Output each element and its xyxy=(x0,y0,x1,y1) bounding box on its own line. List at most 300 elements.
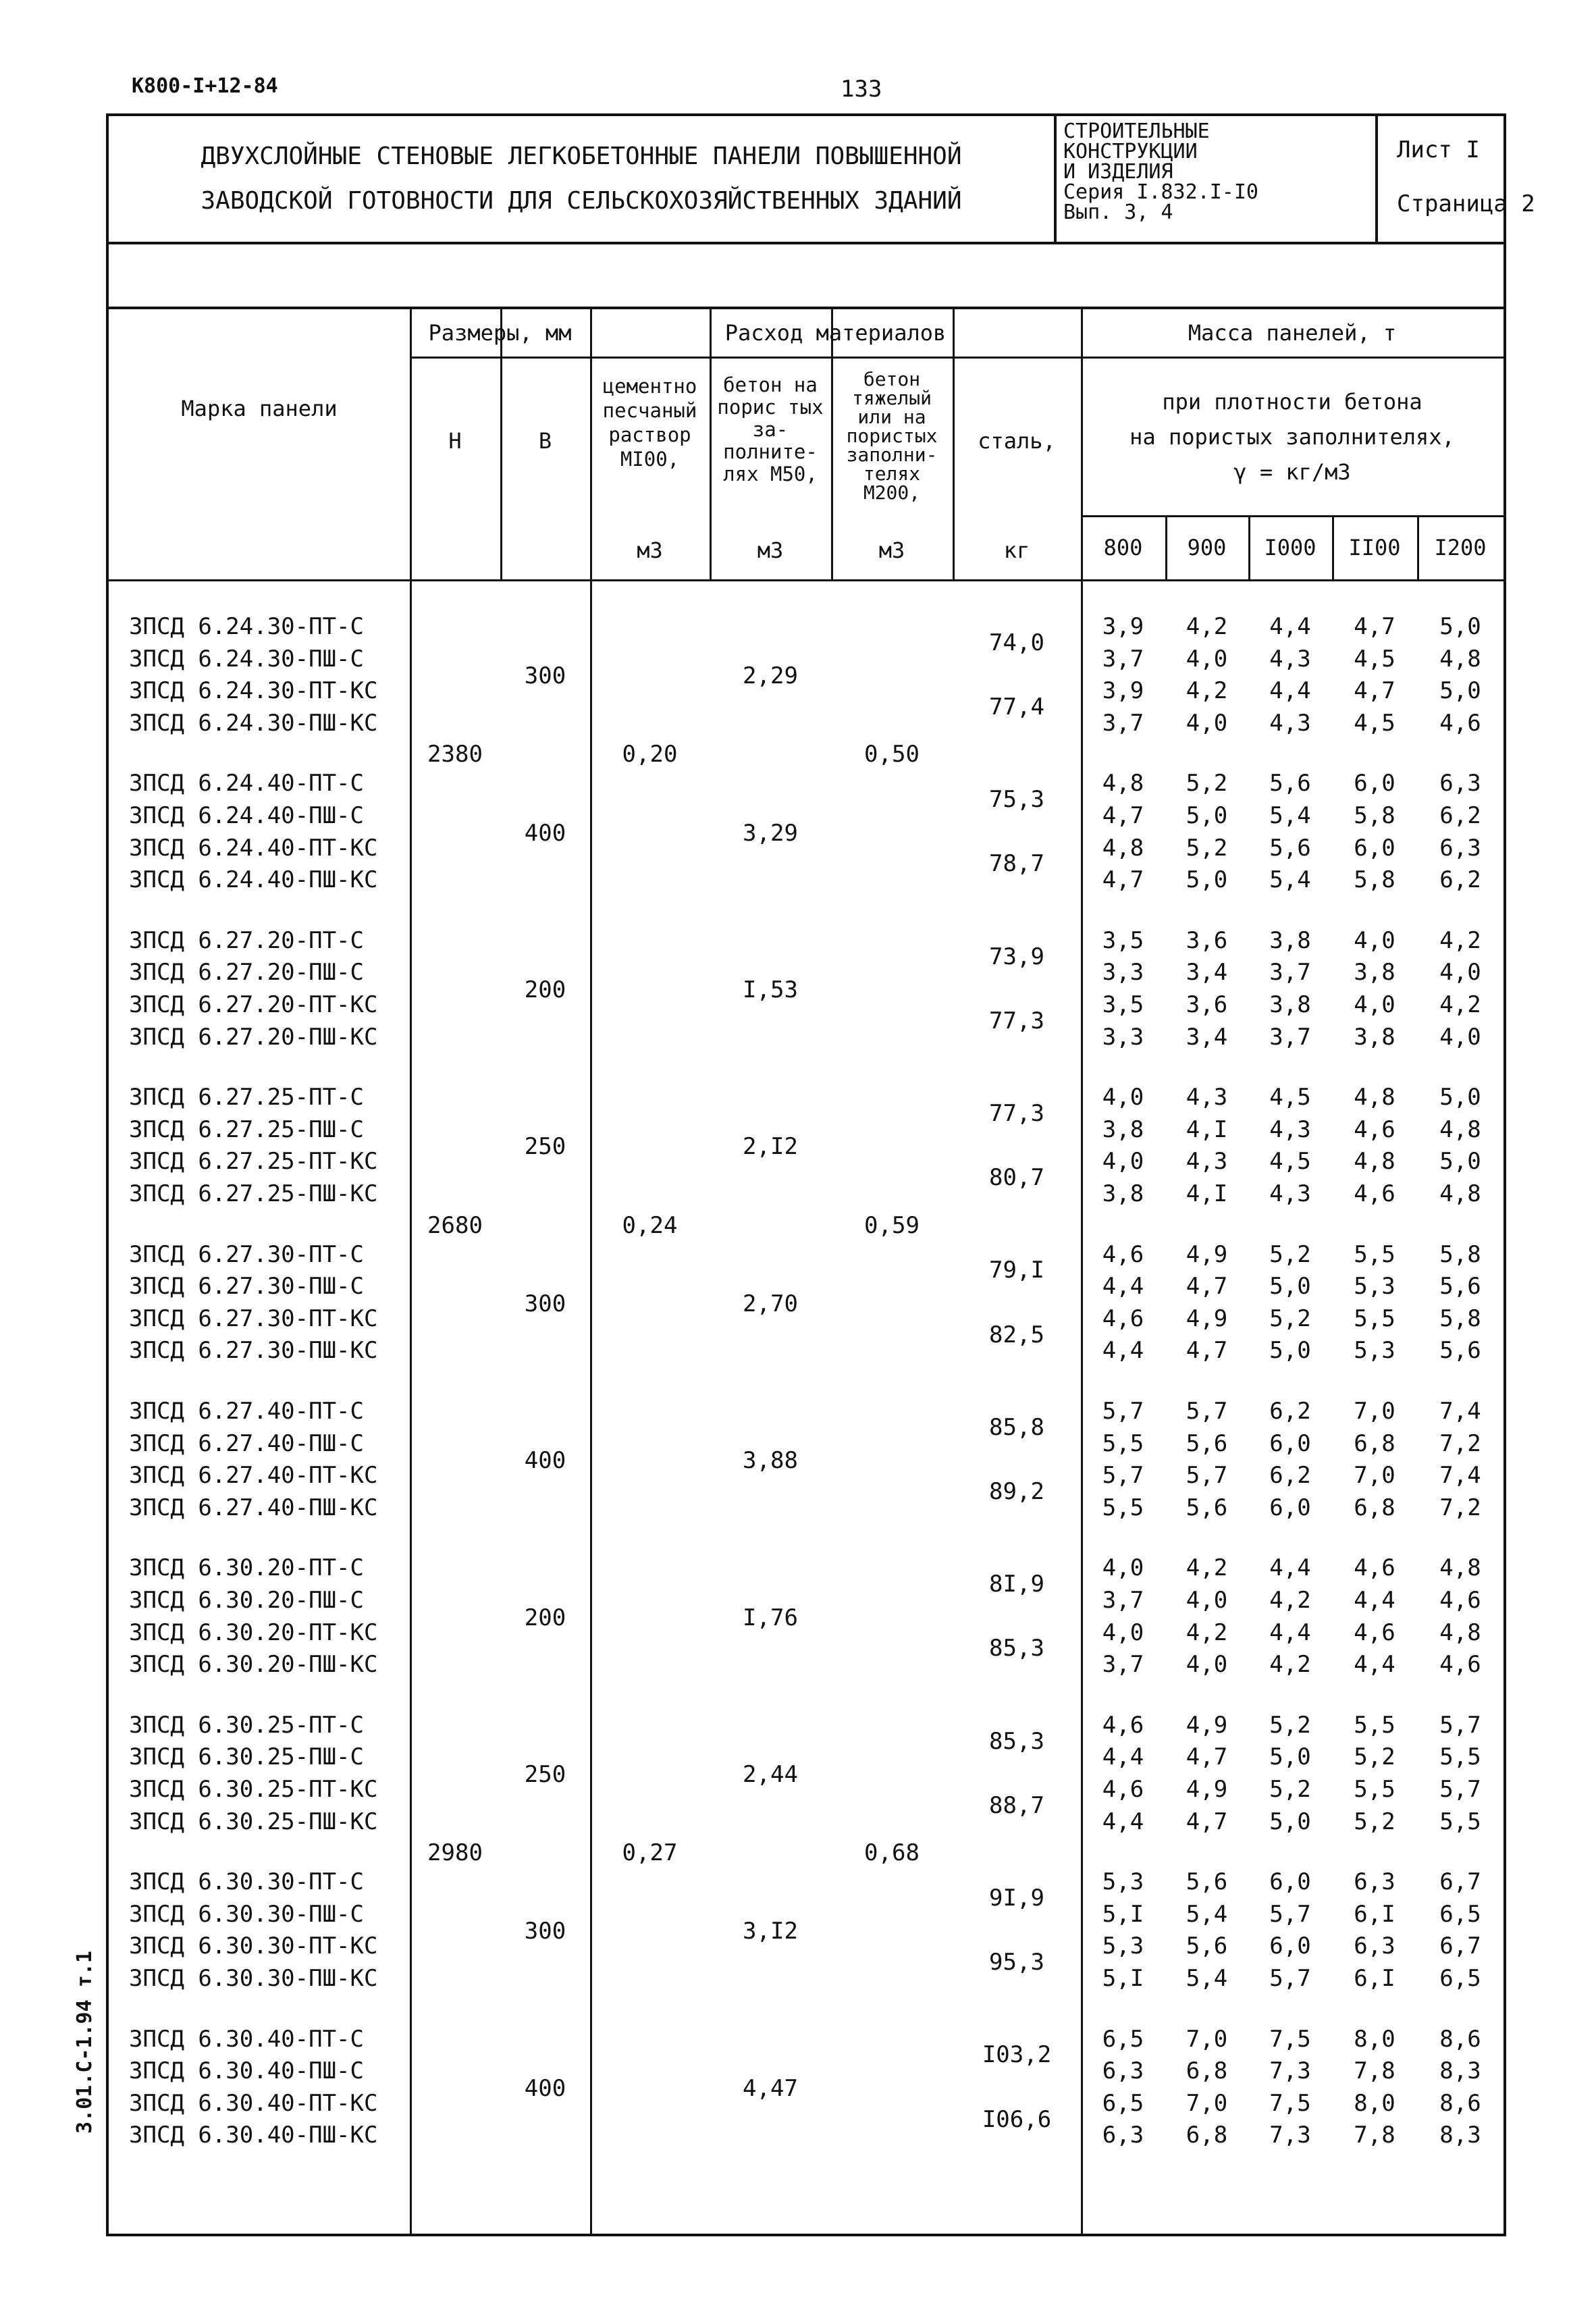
mass-value: 5,6 xyxy=(1269,770,1311,797)
mass-value: 3,7 xyxy=(1269,1023,1311,1051)
porous-unit: м3 xyxy=(757,537,784,563)
mass-value: 6,5 xyxy=(1102,2025,1144,2053)
mass-value: 4,9 xyxy=(1186,1711,1228,1739)
mass-value: 4,8 xyxy=(1439,1180,1481,1207)
col-line-mark xyxy=(410,309,412,2234)
mass-value: 7,0 xyxy=(1354,1462,1395,1490)
mass-value: 4,3 xyxy=(1269,1180,1311,1207)
mass-value: 8,0 xyxy=(1354,2025,1395,2053)
mass-value: 5,4 xyxy=(1269,866,1311,894)
mass-value: 6,I xyxy=(1354,1900,1395,1928)
panel-mark: ЗПСД 6.27.30-ПТ-КС xyxy=(129,1305,378,1332)
mass-value: 5,I xyxy=(1102,1900,1144,1928)
porous-header: бетон на порис тых за- полните- лях М50, xyxy=(717,373,824,485)
panel-mark: ЗПСД 6.27.20-ПШ-КС xyxy=(129,1023,378,1051)
mass-value: 3,5 xyxy=(1102,991,1144,1018)
mass-value: 4,2 xyxy=(1186,1619,1228,1646)
mass-value: 5,6 xyxy=(1269,834,1311,862)
mass-value: 4,5 xyxy=(1354,645,1395,673)
col-line-b xyxy=(590,309,592,2234)
mass-value: 4,7 xyxy=(1354,677,1395,705)
mass-value: 5,5 xyxy=(1439,1808,1481,1835)
steel-value: 85,8 xyxy=(989,1413,1044,1441)
mass-value: 4,6 xyxy=(1102,1305,1144,1332)
mass-value: 6,2 xyxy=(1439,802,1481,829)
title-line-2: ЗАВОДСКОЙ ГОТОВНОСТИ ДЛЯ СЕЛЬСКОХОЗЯЙСТВЕННЫХ ЗДАНИЙ xyxy=(201,187,962,215)
mass-value: 5,6 xyxy=(1186,1494,1228,1521)
page-label: Страница 2 xyxy=(1397,190,1535,217)
mass-value: 4,4 xyxy=(1354,1651,1395,1679)
mass-value: 5,I xyxy=(1102,1965,1144,1992)
panel-mark: ЗПСД 6.30.40-ПШ-КС xyxy=(129,2122,378,2149)
panel-mark: ЗПСД 6.30.20-ПШ-КС xyxy=(129,1651,378,1679)
mass-value: 3,5 xyxy=(1102,926,1144,954)
porous-concrete: 4,47 xyxy=(743,2074,798,2102)
mass-value: 4,6 xyxy=(1354,1619,1395,1646)
page-number: 133 xyxy=(841,76,882,103)
mass-value: 4,2 xyxy=(1269,1587,1311,1614)
mass-value: 5,0 xyxy=(1269,1337,1311,1365)
steel-value: 77,3 xyxy=(989,1100,1044,1127)
mass-value: 4,0 xyxy=(1102,1084,1144,1111)
panel-mark: ЗПСД 6.30.40-ПТ-КС xyxy=(129,2089,378,2117)
series-line-4: Серия I.832.I-I0 xyxy=(1063,180,1258,204)
mass-value: 6,0 xyxy=(1269,1429,1311,1457)
panel-mark: ЗПСД 6.30.25-ПШ-С xyxy=(129,1743,364,1771)
mass-value: 5,3 xyxy=(1102,1868,1144,1896)
mortar-header: цементно песчаный раствор МI00, xyxy=(602,375,697,471)
mortar-value: 0,27 xyxy=(622,1839,678,1867)
mass-value: 4,2 xyxy=(1439,926,1481,954)
mass-value: 7,8 xyxy=(1354,2057,1395,2085)
mass-value: 4,2 xyxy=(1186,1554,1228,1582)
mass-value: 4,3 xyxy=(1269,1115,1311,1143)
mass-value: 3,4 xyxy=(1186,959,1228,987)
panel-mark: ЗПСД 6.30.30-ПТ-КС xyxy=(129,1932,378,1960)
mass-value: 5,6 xyxy=(1186,1932,1228,1960)
mass-value: 6,8 xyxy=(1186,2057,1228,2085)
mass-value: 3,8 xyxy=(1269,926,1311,954)
density-header: I000 xyxy=(1264,535,1316,560)
heavy-concrete: 0,68 xyxy=(864,1839,920,1867)
mass-value: 5,2 xyxy=(1186,770,1228,797)
mass-value: 5,2 xyxy=(1269,1240,1311,1268)
steel-value: 8I,9 xyxy=(989,1571,1044,1598)
sheet-label: Лист I xyxy=(1397,136,1480,163)
panel-mark: ЗПСД 6.27.20-ПШ-С xyxy=(129,959,364,987)
mass-value: 4,4 xyxy=(1102,1743,1144,1771)
mass-value: 5,2 xyxy=(1354,1743,1395,1771)
mass-value: 6,3 xyxy=(1354,1868,1395,1896)
panel-width: 250 xyxy=(524,1761,566,1788)
mass-value: 6,7 xyxy=(1439,1868,1481,1896)
mass-value: 4,5 xyxy=(1269,1084,1311,1111)
mass-value: 4,4 xyxy=(1269,613,1311,640)
mass-value: 3,8 xyxy=(1354,959,1395,987)
mass-value: 5,2 xyxy=(1186,834,1228,862)
panel-mark: ЗПСД 6.24.40-ПТ-КС xyxy=(129,834,378,862)
mass-value: 5,8 xyxy=(1439,1240,1481,1268)
mass-value: 6,0 xyxy=(1354,770,1395,797)
series-line-5: Вып. 3, 4 xyxy=(1063,201,1173,224)
mass-value: 4,2 xyxy=(1269,1651,1311,1679)
mass-value: 3,8 xyxy=(1102,1180,1144,1207)
mass-value: 5,6 xyxy=(1439,1273,1481,1300)
panel-mark: ЗПСД 6.27.40-ПТ-С xyxy=(129,1398,364,1425)
mass-value: 4,7 xyxy=(1186,1743,1228,1771)
steel-value: 80,7 xyxy=(989,1164,1044,1192)
panel-mark: ЗПСД 6.30.25-ПТ-КС xyxy=(129,1776,378,1803)
panel-mark: ЗПСД 6.30.25-ПШ-КС xyxy=(129,1808,378,1835)
steel-value: 77,3 xyxy=(989,1007,1044,1034)
panel-mark: ЗПСД 6.27.40-ПШ-С xyxy=(129,1429,364,1457)
b-header: В xyxy=(538,428,552,454)
mass-value: 5,3 xyxy=(1354,1273,1395,1300)
panel-mark: ЗПСД 6.30.30-ПШ-С xyxy=(129,1900,364,1928)
heavy-concrete: 0,59 xyxy=(864,1211,920,1239)
mass-value: 6,5 xyxy=(1102,2089,1144,2117)
panel-mark: ЗПСД 6.27.40-ПШ-КС xyxy=(129,1494,378,1521)
mass-value: 5,0 xyxy=(1269,1808,1311,1835)
mass-value: 6,2 xyxy=(1269,1462,1311,1490)
mass-value: 5,8 xyxy=(1354,866,1395,894)
heavy-concrete: 0,50 xyxy=(864,741,920,768)
mass-value: 4,0 xyxy=(1186,709,1228,737)
mass-value: 5,2 xyxy=(1269,1305,1311,1332)
panel-mark: ЗПСД 6.27.25-ПТ-С xyxy=(129,1084,364,1111)
mass-value: 4,7 xyxy=(1354,613,1395,640)
mass-value: 4,9 xyxy=(1186,1305,1228,1332)
porous-concrete: I,53 xyxy=(743,976,798,1003)
panel-width: 300 xyxy=(524,1918,566,1945)
mass-value: 3,9 xyxy=(1102,677,1144,705)
mass-value: 5,6 xyxy=(1186,1429,1228,1457)
mass-desc-3: γ = кг/м3 xyxy=(1233,459,1351,485)
mass-value: 3,8 xyxy=(1354,1023,1395,1051)
series-line-2: КОНСТРУКЦИИ xyxy=(1063,140,1198,163)
mass-value: 6,0 xyxy=(1269,1868,1311,1896)
mass-value: 4,7 xyxy=(1102,866,1144,894)
panel-mark: ЗПСД 6.24.30-ПШ-КС xyxy=(129,709,378,737)
panel-mark: ЗПСД 6.27.30-ПТ-С xyxy=(129,1240,364,1268)
mass-value: 4,0 xyxy=(1186,1651,1228,1679)
mass-value: 5,5 xyxy=(1354,1240,1395,1268)
porous-concrete: I,76 xyxy=(743,1604,798,1631)
mortar-unit: м3 xyxy=(637,537,663,563)
materials-header: Расход материалов xyxy=(724,320,947,346)
mass-value: 4,4 xyxy=(1102,1337,1144,1365)
steel-value: 89,2 xyxy=(989,1478,1044,1505)
mass-value: 5,6 xyxy=(1439,1337,1481,1365)
mass-value: 4,8 xyxy=(1354,1148,1395,1176)
panel-mark: ЗПСД 6.30.20-ПТ-КС xyxy=(129,1619,378,1646)
mass-value: 6,5 xyxy=(1439,1900,1481,1928)
steel-value: 79,I xyxy=(989,1257,1044,1284)
mass-value: 6,8 xyxy=(1186,2122,1228,2149)
mass-value: 6,2 xyxy=(1269,1398,1311,1425)
document-title xyxy=(109,116,1054,242)
steel-value: I03,2 xyxy=(982,2041,1052,2069)
porous-concrete: 2,44 xyxy=(743,1761,798,1788)
header-divider xyxy=(109,242,1504,246)
mass-value: 4,I xyxy=(1186,1180,1228,1207)
mass-value: 4,0 xyxy=(1186,1587,1228,1614)
mass-value: 6,0 xyxy=(1269,1494,1311,1521)
panel-mark: ЗПСД 6.30.40-ПШ-С xyxy=(129,2057,364,2085)
panel-width: 300 xyxy=(524,1290,566,1317)
mass-value: 4,0 xyxy=(1439,1023,1481,1051)
mass-value: 4,9 xyxy=(1186,1776,1228,1803)
steel-value: 74,0 xyxy=(989,629,1044,656)
mass-value: 5,0 xyxy=(1269,1273,1311,1300)
mass-value: 3,6 xyxy=(1186,926,1228,954)
panel-mark: ЗПСД 6.30.20-ПТ-С xyxy=(129,1554,364,1582)
porous-concrete: 2,I2 xyxy=(743,1133,798,1161)
mass-value: 4,6 xyxy=(1102,1711,1144,1739)
mass-value: 5,7 xyxy=(1439,1711,1481,1739)
mass-value: 4,2 xyxy=(1186,613,1228,640)
panel-mark: ЗПСД 6.27.30-ПШ-С xyxy=(129,1273,364,1300)
steel-value: 78,7 xyxy=(989,850,1044,878)
panel-mark: ЗПСД 6.30.30-ПТ-С xyxy=(129,1868,364,1896)
heavy-unit: м3 xyxy=(878,537,905,563)
mortar-value: 0,20 xyxy=(622,741,678,768)
mass-value: 3,3 xyxy=(1102,1023,1144,1051)
sizes-header: Размеры, мм xyxy=(428,320,572,346)
mass-value: 3,8 xyxy=(1102,1115,1144,1143)
header-row-line-1 xyxy=(410,357,1504,359)
panel-mark: ЗПСД 6.30.20-ПШ-С xyxy=(129,1587,364,1614)
mass-value: 8,3 xyxy=(1439,2057,1481,2085)
mass-value: 4,0 xyxy=(1186,645,1228,673)
porous-concrete: 3,29 xyxy=(743,819,798,847)
mass-value: 8,3 xyxy=(1439,2122,1481,2149)
steel-value: I06,6 xyxy=(982,2105,1052,2133)
mass-value: 4,0 xyxy=(1439,959,1481,987)
panel-mark: ЗПСД 6.27.40-ПТ-КС xyxy=(129,1462,378,1490)
mass-value: 4,4 xyxy=(1269,1554,1311,1582)
mass-value: 8,6 xyxy=(1439,2089,1481,2117)
mass-desc-2: на пористых заполнителях, xyxy=(1129,424,1455,450)
panel-mark: ЗПСД 6.24.30-ПШ-С xyxy=(129,645,364,673)
panel-mark: ЗПСД 6.24.40-ПШ-С xyxy=(129,802,364,829)
mass-value: 6,5 xyxy=(1439,1965,1481,1992)
mass-value: 4,8 xyxy=(1439,1115,1481,1143)
mass-value: 3,9 xyxy=(1102,613,1144,640)
mass-value: 4,3 xyxy=(1269,645,1311,673)
mass-value: 4,0 xyxy=(1354,991,1395,1018)
mortar-value: 0,24 xyxy=(622,1211,678,1239)
mass-value: 4,8 xyxy=(1439,1619,1481,1646)
mass-value: 7,2 xyxy=(1439,1494,1481,1521)
mass-value: 5,2 xyxy=(1269,1776,1311,1803)
mass-value: 6,I xyxy=(1354,1965,1395,1992)
mass-value: 5,7 xyxy=(1186,1462,1228,1490)
series-line-1: СТРОИТЕЛЬНЫЕ xyxy=(1063,120,1210,143)
mass-value: 4,6 xyxy=(1354,1180,1395,1207)
steel-value: 85,3 xyxy=(989,1635,1044,1662)
panel-mark: ЗПСД 6.27.30-ПШ-КС xyxy=(129,1337,378,1365)
mass-value: 5,7 xyxy=(1186,1398,1228,1425)
mass-value: 4,3 xyxy=(1186,1084,1228,1111)
panel-width: 400 xyxy=(524,819,566,847)
mass-value: 5,2 xyxy=(1269,1711,1311,1739)
panel-mark: ЗПСД 6.27.25-ПТ-КС xyxy=(129,1148,378,1176)
mass-value: 5,4 xyxy=(1269,802,1311,829)
mass-value: 6,3 xyxy=(1102,2122,1144,2149)
mass-value: 7,4 xyxy=(1439,1398,1481,1425)
mass-value: 6,8 xyxy=(1354,1494,1395,1521)
mass-value: 7,5 xyxy=(1269,2089,1311,2117)
steel-value: 95,3 xyxy=(989,1949,1044,1976)
mass-value: 4,4 xyxy=(1354,1587,1395,1614)
mass-value: 5,5 xyxy=(1354,1305,1395,1332)
mass-value: 4,4 xyxy=(1102,1808,1144,1835)
mass-value: 4,8 xyxy=(1102,770,1144,797)
panel-mark: ЗПСД 6.27.25-ПШ-КС xyxy=(129,1180,378,1207)
mass-value: 6,3 xyxy=(1354,1932,1395,1960)
mass-value: 8,0 xyxy=(1354,2089,1395,2117)
materials-table xyxy=(106,307,1506,2236)
mass-value: 5,7 xyxy=(1439,1776,1481,1803)
mass-value: 5,0 xyxy=(1186,802,1228,829)
mass-value: 5,6 xyxy=(1186,1868,1228,1896)
panel-mark: ЗПСД 6.27.20-ПТ-КС xyxy=(129,991,378,1018)
steel-value: 73,9 xyxy=(989,943,1044,970)
mass-value: 7,3 xyxy=(1269,2057,1311,2085)
mass-value: 5,4 xyxy=(1186,1900,1228,1928)
panel-mark: ЗПСД 6.27.25-ПШ-С xyxy=(129,1115,364,1143)
panel-width: 400 xyxy=(524,1447,566,1475)
mass-value: 5,5 xyxy=(1354,1776,1395,1803)
document-code: К800-I+12-84 xyxy=(132,74,278,98)
mass-value: 5,0 xyxy=(1439,1084,1481,1111)
mass-value: 4,0 xyxy=(1354,926,1395,954)
steel-value: 77,4 xyxy=(989,693,1044,720)
mass-value: 5,7 xyxy=(1102,1462,1144,1490)
mass-value: 7,5 xyxy=(1269,2025,1311,2053)
panel-mark: ЗПСД 6.24.40-ПТ-С xyxy=(129,770,364,797)
panel-height: 2380 xyxy=(427,741,483,768)
mass-value: 5,7 xyxy=(1102,1398,1144,1425)
mass-value: 4,9 xyxy=(1186,1240,1228,1268)
header-row-line-3 xyxy=(109,579,1504,581)
steel-value: 82,5 xyxy=(989,1321,1044,1348)
mark-header: Марка панели xyxy=(181,396,338,421)
mass-value: 5,0 xyxy=(1439,613,1481,640)
panel-mark: ЗПСД 6.27.20-ПТ-С xyxy=(129,926,364,954)
side-code: 3.01.С-1.94 т.1 xyxy=(73,1951,97,2134)
mass-value: 4,6 xyxy=(1439,1587,1481,1614)
mass-value: 5,0 xyxy=(1439,1148,1481,1176)
mass-value: 6,0 xyxy=(1269,1932,1311,1960)
mass-value: 5,7 xyxy=(1269,1965,1311,1992)
mass-value: 4,2 xyxy=(1439,991,1481,1018)
panel-width: 200 xyxy=(524,976,566,1003)
panel-width: 250 xyxy=(524,1133,566,1161)
title-line-1: ДВУХСЛОЙНЫЕ СТЕНОВЫЕ ЛЕГКОБЕТОННЫЕ ПАНЕЛИ ПОВЫШЕННОЙ xyxy=(201,142,962,170)
density-header: II00 xyxy=(1348,535,1401,560)
porous-concrete: 2,70 xyxy=(743,1290,798,1317)
mass-value: 4,7 xyxy=(1186,1808,1228,1835)
mass-value: 5,8 xyxy=(1354,802,1395,829)
mass-value: 4,6 xyxy=(1102,1776,1144,1803)
panel-mark: ЗПСД 6.24.40-ПШ-КС xyxy=(129,866,378,894)
mass-value: 3,7 xyxy=(1269,959,1311,987)
mass-value: 4,4 xyxy=(1102,1273,1144,1300)
mass-value: 4,0 xyxy=(1102,1148,1144,1176)
mass-value: 5,5 xyxy=(1102,1494,1144,1521)
mass-value: 5,5 xyxy=(1102,1429,1144,1457)
mass-value: 4,8 xyxy=(1102,834,1144,862)
mass-value: 4,7 xyxy=(1186,1337,1228,1365)
mass-value: 3,7 xyxy=(1102,1587,1144,1614)
mass-value: 3,3 xyxy=(1102,959,1144,987)
mass-value: 5,4 xyxy=(1186,1965,1228,1992)
mass-value: 6,3 xyxy=(1439,770,1481,797)
mass-value: 4,3 xyxy=(1269,709,1311,737)
density-header: I200 xyxy=(1434,535,1487,560)
porous-concrete: 2,29 xyxy=(743,662,798,690)
mass-value: 4,6 xyxy=(1102,1240,1144,1268)
mass-value: 4,5 xyxy=(1354,709,1395,737)
mass-value: 4,0 xyxy=(1102,1619,1144,1646)
steel-unit: кг xyxy=(1003,537,1030,563)
mass-value: 4,2 xyxy=(1186,677,1228,705)
panel-width: 400 xyxy=(524,2074,566,2102)
mass-value: 4,5 xyxy=(1269,1148,1311,1176)
series-line-3: И ИЗДЕЛИЯ xyxy=(1063,160,1173,184)
mass-value: 5,3 xyxy=(1102,1932,1144,1960)
mass-value: 3,4 xyxy=(1186,1023,1228,1051)
porous-concrete: 3,I2 xyxy=(743,1918,798,1945)
mass-value: 5,2 xyxy=(1354,1808,1395,1835)
mass-value: 5,8 xyxy=(1439,1305,1481,1332)
mass-value: 7,3 xyxy=(1269,2122,1311,2149)
porous-concrete: 3,88 xyxy=(743,1447,798,1475)
mass-value: 6,0 xyxy=(1354,834,1395,862)
mass-value: 4,6 xyxy=(1354,1115,1395,1143)
panel-mark: ЗПСД 6.30.30-ПШ-КС xyxy=(129,1965,378,1992)
mass-value: 5,0 xyxy=(1269,1743,1311,1771)
panel-mark: ЗПСД 6.30.40-ПТ-С xyxy=(129,2025,364,2053)
mass-value: 4,8 xyxy=(1439,1554,1481,1582)
h-header: Н xyxy=(448,428,462,454)
header-row-line-2 xyxy=(1081,515,1504,517)
mass-value: 4,6 xyxy=(1439,1651,1481,1679)
mass-header: Масса панелей, т xyxy=(1188,320,1397,346)
mass-value: 7,0 xyxy=(1354,1398,1395,1425)
mass-value: 4,3 xyxy=(1186,1148,1228,1176)
mass-value: 5,3 xyxy=(1354,1337,1395,1365)
mass-value: 5,0 xyxy=(1439,677,1481,705)
mass-value: 3,8 xyxy=(1269,991,1311,1018)
mass-value: 5,5 xyxy=(1439,1743,1481,1771)
mass-value: 5,5 xyxy=(1354,1711,1395,1739)
panel-height: 2980 xyxy=(427,1839,483,1867)
mass-value: 6,3 xyxy=(1439,834,1481,862)
mass-value: 8,6 xyxy=(1439,2025,1481,2053)
mass-value: 4,0 xyxy=(1102,1554,1144,1582)
mass-value: 6,7 xyxy=(1439,1932,1481,1960)
sheet-block xyxy=(1378,116,1535,242)
mass-value: 6,2 xyxy=(1439,866,1481,894)
mass-value: 4,7 xyxy=(1186,1273,1228,1300)
mass-value: 7,8 xyxy=(1354,2122,1395,2149)
mass-value: 6,8 xyxy=(1354,1429,1395,1457)
mass-value: 4,8 xyxy=(1354,1084,1395,1111)
mass-value: 4,6 xyxy=(1354,1554,1395,1582)
